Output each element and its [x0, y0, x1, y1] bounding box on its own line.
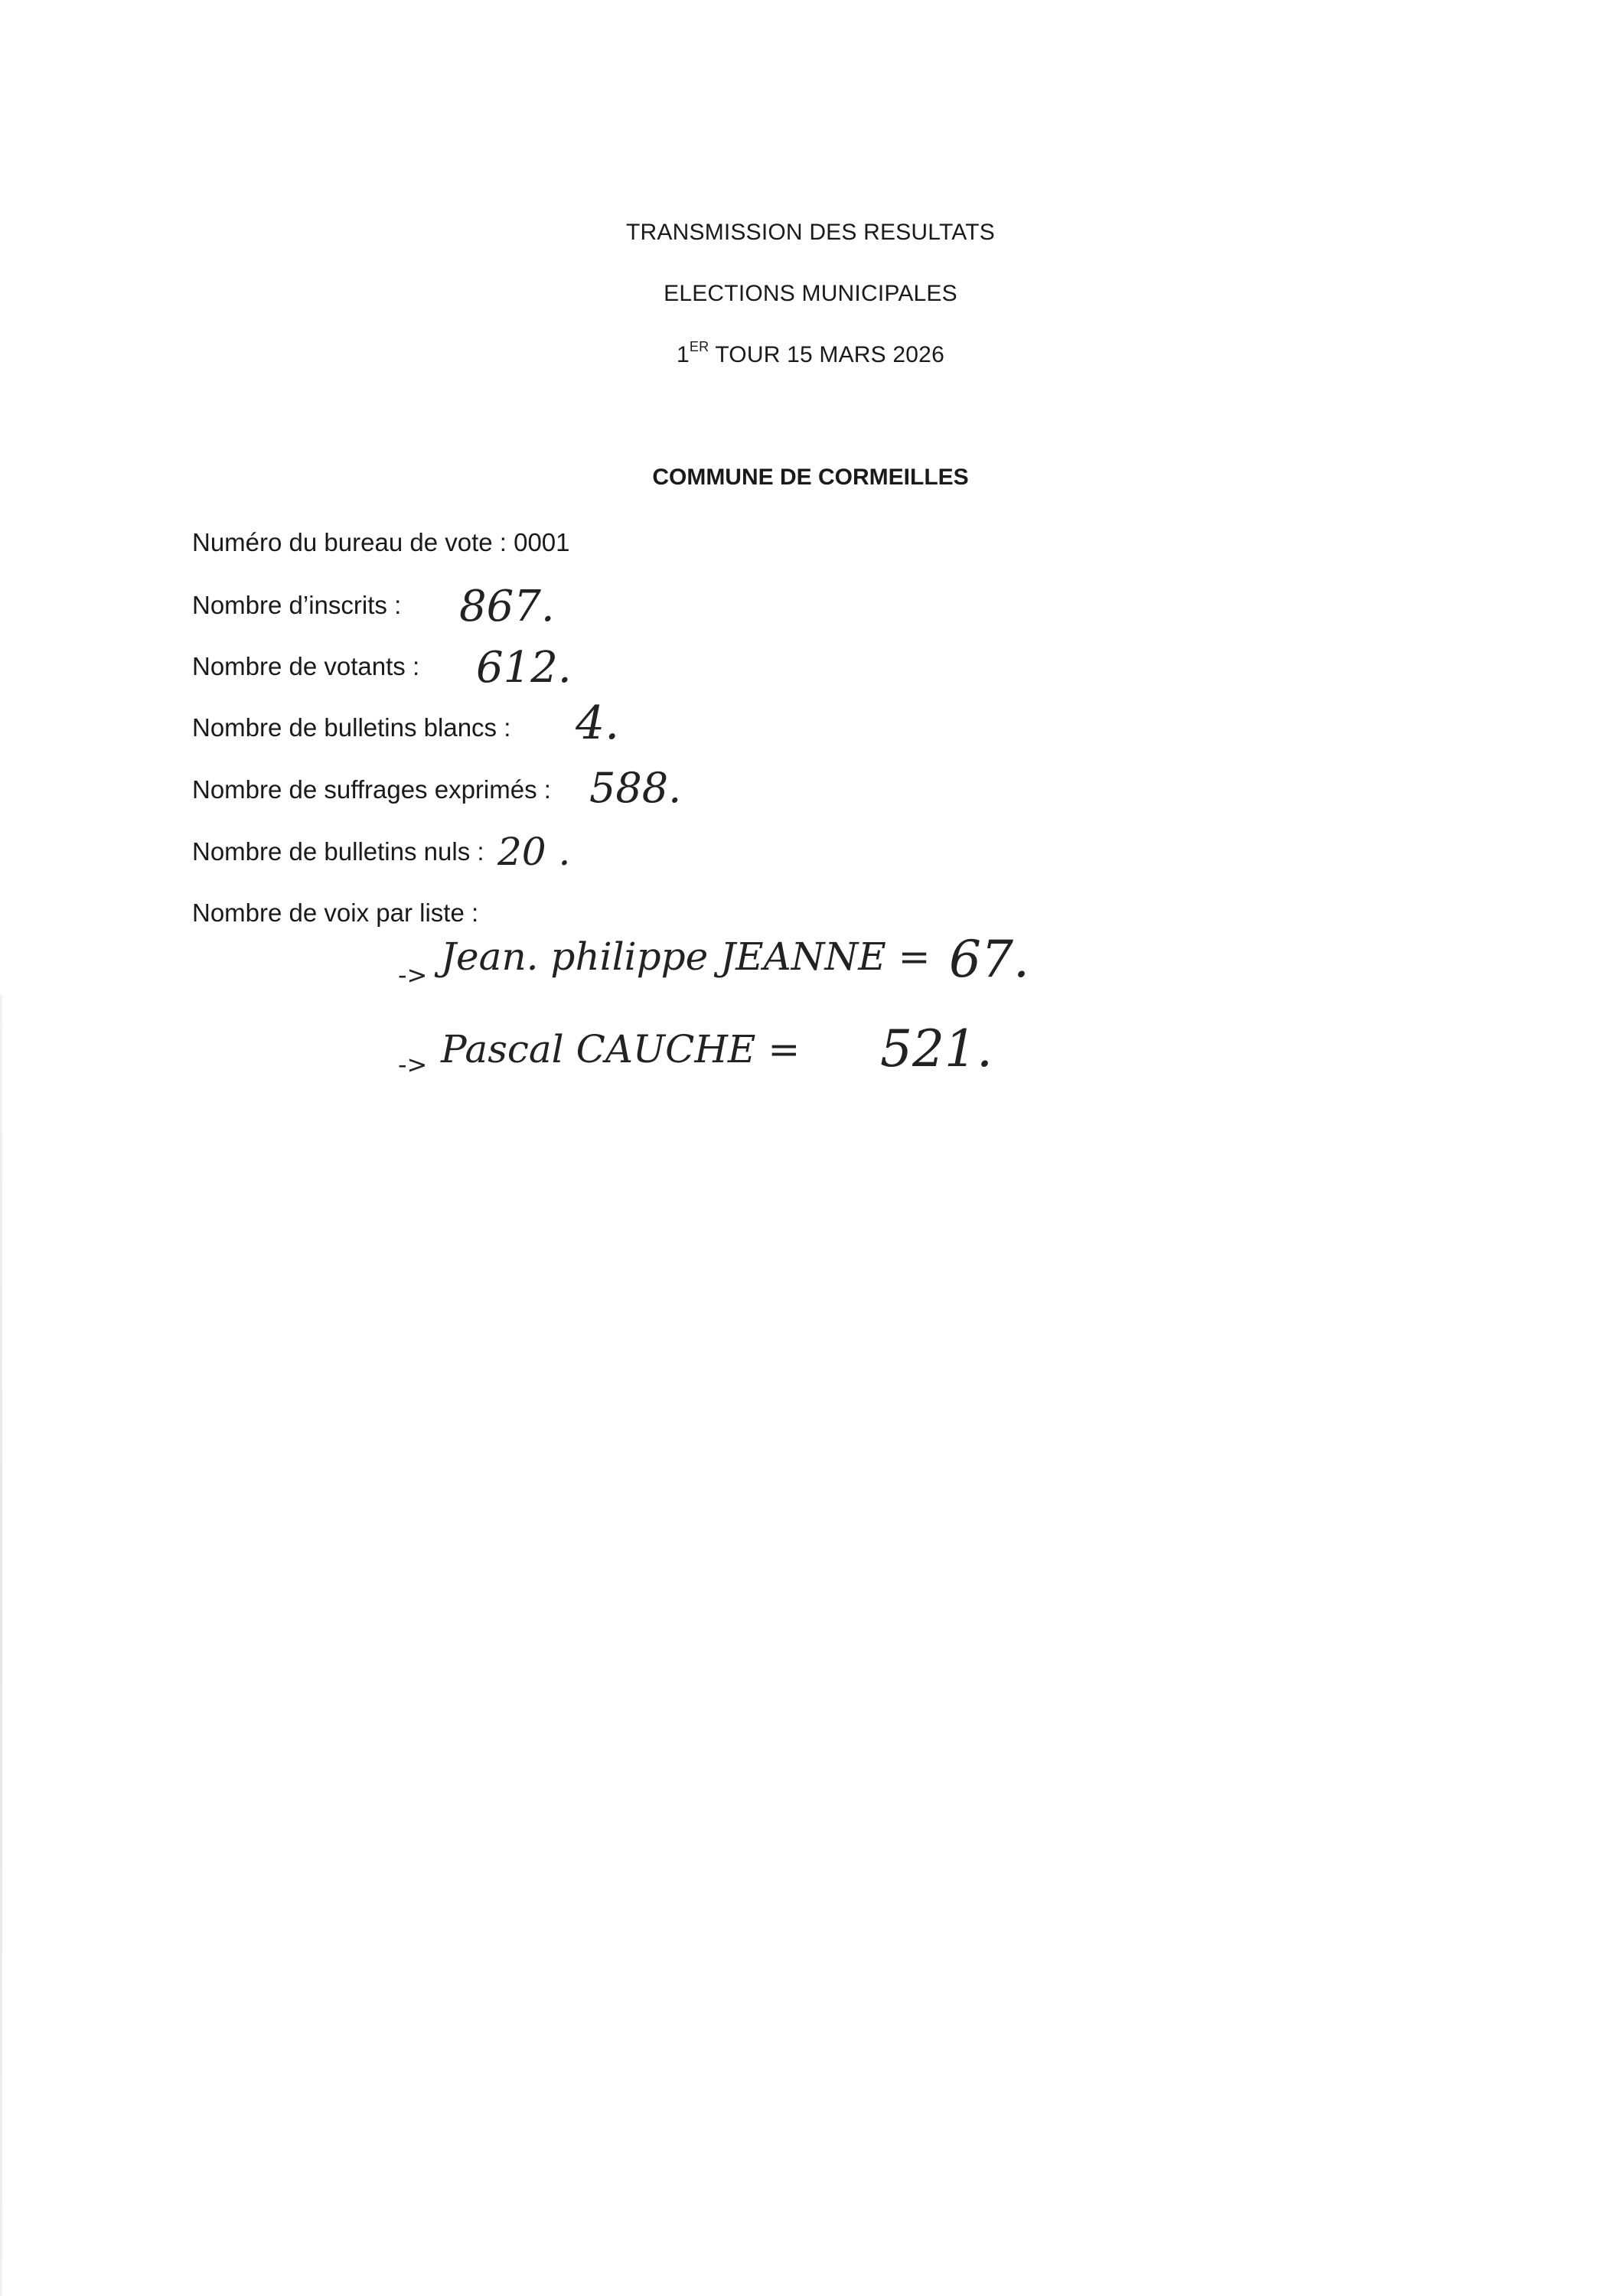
blancs-label: Nombre de bulletins blancs : — [192, 713, 511, 742]
candidate-name: Jean. philippe JEANNE = — [441, 934, 931, 979]
nuls-value: 20 . — [497, 830, 571, 874]
exprimes-label: Nombre de suffrages exprimés : — [192, 775, 551, 804]
document-title: TRANSMISSION DES RESULTATS — [626, 220, 995, 245]
arrow-mark: -> — [398, 960, 428, 990]
bureau-number-label: Numéro du bureau de vote : 0001 — [192, 528, 570, 556]
round-number: 1 — [677, 342, 690, 367]
votants-label: Nombre de votants : — [192, 652, 420, 680]
scan-edge-artifact — [0, 995, 2, 2296]
arrow-mark: -> — [398, 1050, 428, 1079]
commune-name: COMMUNE DE CORMEILLES — [652, 465, 969, 490]
round-suffix: ER — [689, 339, 709, 354]
election-round — [0, 339, 1621, 368]
round-date: TOUR 15 MARS 2026 — [709, 342, 944, 367]
candidate-votes: 521. — [880, 1019, 993, 1078]
nuls-label: Nombre de bulletins nuls : — [192, 837, 484, 866]
exprimes-value: 588. — [589, 764, 682, 812]
votants-value: 612. — [476, 643, 572, 693]
candidate-name: Pascal CAUCHE = — [441, 1027, 801, 1071]
candidate-votes: 67. — [949, 930, 1029, 989]
blancs-value: 4. — [576, 696, 620, 750]
inscrits-value: 867. — [459, 582, 555, 631]
inscrits-label: Nombre d’inscrits : — [192, 591, 402, 619]
election-type: ELECTIONS MUNICIPALES — [664, 281, 957, 306]
voix-par-liste-label: Nombre de voix par liste : — [192, 899, 479, 927]
